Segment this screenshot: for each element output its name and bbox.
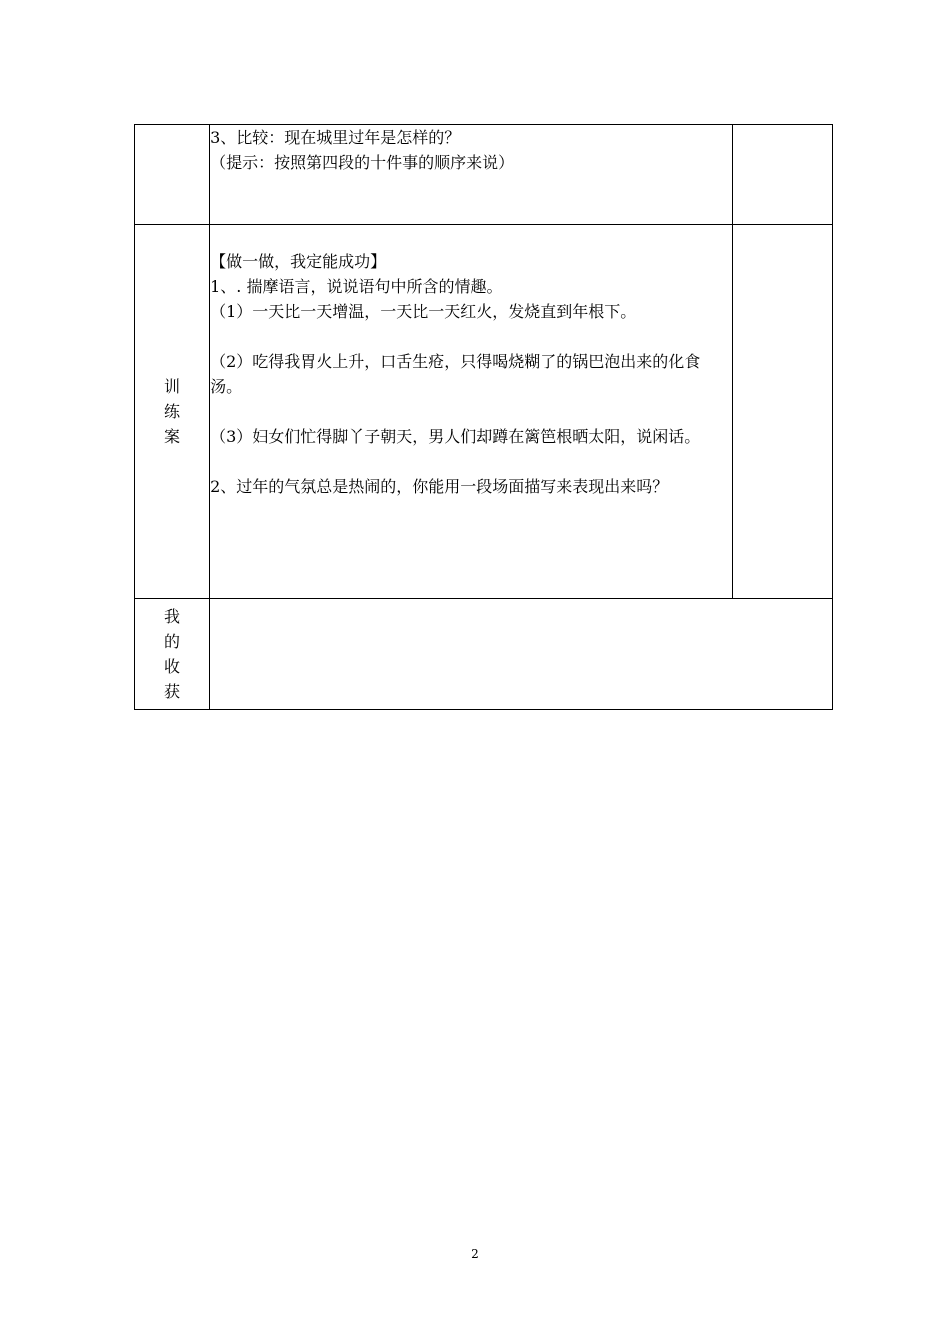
training-label-cell <box>135 225 210 599</box>
training-heading: 【做一做，我定能成功】 <box>210 252 387 271</box>
training-label: 训练案 <box>164 377 181 446</box>
page-number: 2 <box>471 1247 479 1261</box>
training-item-2: 2、过年的气氛总是热闹的，你能用一段场面描写来表现出来吗？ <box>210 477 669 496</box>
training-row <box>135 225 833 599</box>
training-sub-1: （1）一天比一天增温，一天比一天红火，发烧直到年根下。 <box>210 302 637 321</box>
question3-content-cell <box>210 125 733 225</box>
training-sub-2: （2）吃得我胃火上升，口舌生疮，只得喝烧糊了的锅巴泡出来的化食汤。 <box>210 352 701 396</box>
training-content-cell <box>210 225 733 599</box>
training-item-1: 1、. 揣摩语言，说说语句中所含的情趣。 <box>210 277 503 296</box>
gains-label: 我的收获 <box>164 607 181 701</box>
training-sub-3: （3）妇女们忙得脚丫子朝天，男人们却蹲在篱笆根晒太阳，说闲话。 <box>210 427 701 446</box>
question3-label-cell <box>135 125 210 225</box>
gains-label-cell <box>135 599 210 710</box>
lesson-table <box>134 124 833 710</box>
training-notes-cell <box>732 225 832 599</box>
gains-row <box>135 599 833 710</box>
question3-row <box>135 125 833 225</box>
question3-notes-cell <box>732 125 832 225</box>
question3-text: 3、比较：现在城里过年是怎样的？ <box>210 128 461 147</box>
gains-content-cell <box>210 599 833 710</box>
question3-hint: （提示：按照第四段的十件事的顺序来说） <box>210 153 515 172</box>
